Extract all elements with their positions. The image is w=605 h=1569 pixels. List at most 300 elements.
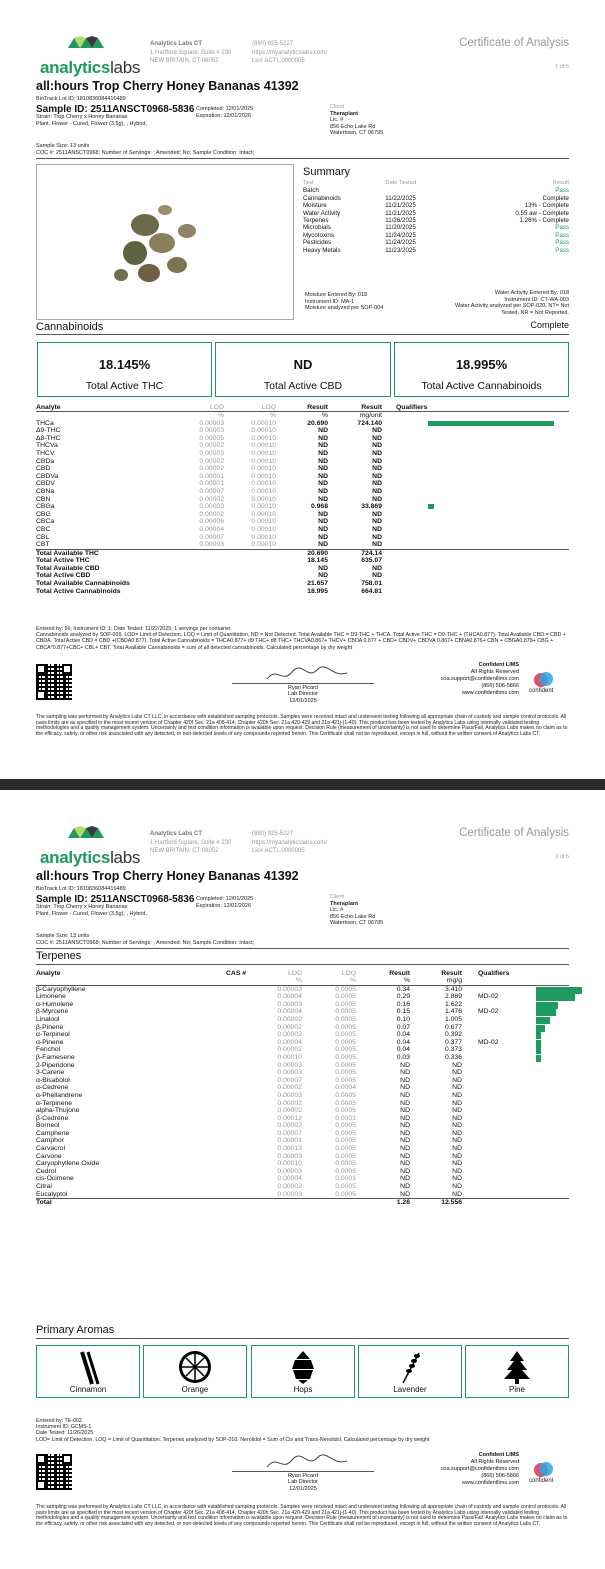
analyte-name: CBD: [36, 465, 51, 473]
loq-value: 0.0005: [335, 1076, 356, 1084]
cannabinoid-total-row: [36, 557, 569, 565]
loq-value: 0.00010: [251, 419, 276, 427]
sign-date: 12/01/2025: [289, 697, 317, 704]
loq-value: 0.0005: [335, 1129, 356, 1137]
result-pct: ND: [400, 1091, 410, 1099]
thc-value: 18.145%: [98, 357, 151, 372]
sample-id: Sample ID: 2511ANSCT0968-5836: [36, 104, 195, 115]
lod-value: 0.00002: [199, 457, 224, 465]
analyte-name: THCVa: [36, 442, 58, 450]
col-qualifiers: Qualifiers: [478, 970, 510, 977]
note-entered: Entered by: 56; Instrument ID: 1; Date Tested: 11/22/2025; 1 servings per container.: [36, 626, 232, 632]
strain-info: [36, 114, 147, 127]
result-pct: ND: [400, 1107, 410, 1115]
qualifier-cell: [462, 1031, 569, 1039]
analyte-name: α-Bisabolol: [36, 1076, 70, 1084]
loq-value: 0.00010: [251, 533, 276, 541]
lod-value: 0.00002: [199, 442, 224, 450]
aroma-label: Cinnamon: [69, 1385, 107, 1394]
unit-lod: %: [217, 412, 224, 419]
analyte-name: Cedrol: [36, 1167, 57, 1175]
summary-row: [303, 232, 569, 239]
client-lic: Lic. #: [330, 117, 344, 123]
analyte-name: Δ8-THC: [36, 434, 61, 442]
loq-value: 0.0005: [335, 1183, 356, 1191]
result-pct: ND: [400, 1175, 410, 1183]
result-mg: ND: [452, 1137, 462, 1145]
result-pct: 0.03: [396, 1053, 410, 1061]
wa-instrument: Instrument ID: CT-WA-003: [504, 296, 569, 303]
result-mg: ND: [372, 449, 382, 457]
lod-value: 0.00002: [277, 1046, 302, 1054]
analyte-name: Δ9-THC: [36, 427, 61, 435]
loq-value: 0.0005: [335, 1190, 356, 1198]
loq-value: 0.00010: [251, 503, 276, 511]
terpene-row: [36, 1175, 569, 1183]
cbd-label: Total Active CBD: [263, 380, 343, 392]
result-mg: ND: [372, 487, 382, 495]
result-mg: ND: [372, 457, 382, 465]
analyte-name: 3-Carene: [36, 1069, 65, 1077]
lims-rights: All Rights Reserved: [470, 669, 519, 675]
loq-value: 0.00010: [251, 487, 276, 495]
cannabinoid-row: [36, 541, 569, 549]
analyte-name: alpha-Thujone: [36, 1107, 80, 1115]
qualifier-cell: [462, 1115, 569, 1123]
total-name: Total Available Cannabinoids: [36, 580, 130, 588]
qualifier-cell: [382, 442, 569, 450]
result-pct: 0.04: [396, 1046, 410, 1054]
col-result-mg: Result: [441, 970, 462, 977]
loq-value: 0.0005: [335, 1099, 356, 1107]
cannabinoid-row: [36, 526, 569, 534]
analyte-name: cis-Ocimene: [36, 1175, 74, 1183]
qualifier-cell: [382, 420, 569, 428]
total-pct: 21.657: [307, 580, 328, 588]
cannabinoid-row: [36, 511, 569, 519]
col-lod: LOD: [288, 970, 302, 977]
analyte-name: Linalool: [36, 1015, 60, 1023]
summary-test: Mycotoxins: [303, 231, 334, 239]
result-pct: ND: [318, 427, 328, 435]
completed-date: Completed: 12/01/2025: [196, 896, 254, 902]
qualifier-cell: [382, 541, 569, 549]
cannabinoid-total-row: [36, 580, 569, 588]
sample-id: Sample ID: 2511ANSCT0968-5836: [36, 894, 195, 905]
lims-email[interactable]: coa.support@confidentlims.com: [440, 676, 519, 682]
lod-value: 0.00013: [277, 1145, 302, 1153]
loq-value: 0.0005: [335, 1000, 356, 1008]
sign-date: 12/01/2025: [289, 1485, 317, 1492]
analyte-name: CBGa: [36, 503, 55, 511]
analyte-name: Fenchol: [36, 1046, 61, 1054]
logo-text-a: analytics: [40, 848, 111, 867]
lab-addr2: NEW BRITAIN, CT 06052: [150, 58, 219, 64]
qualifier-cell: [462, 1153, 569, 1161]
biotrack-id: BioTrack Lot ID: 1810836084416489: [36, 96, 126, 102]
result-bar: [428, 504, 434, 509]
terpene-row: [36, 1145, 569, 1153]
loq-value: 0.00010: [251, 449, 276, 457]
qualifier-cell: [382, 526, 569, 534]
lod-value: 0.00003: [277, 1069, 302, 1077]
client-addr2: Watertown, CT 06795: [330, 920, 384, 926]
result-mg: 0.373: [444, 1046, 462, 1054]
qualifier-cell: [382, 496, 569, 504]
result-mg: ND: [372, 495, 382, 503]
loq-value: 0.00010: [251, 518, 276, 526]
doc-title: Certificate of Analysis: [459, 37, 569, 49]
lod-value: 0.00010: [277, 1053, 302, 1061]
loq-value: 0.0001: [335, 1175, 356, 1183]
loq-value: 0.00010: [251, 465, 276, 473]
moisture-entered: Moisture Entered By: 018: [305, 292, 368, 298]
loq-value: 0.0005: [335, 1091, 356, 1099]
wa-sop: Water Activity analyzed per SOP-020, NT= Not: [455, 303, 569, 309]
qualifier-cell: [462, 1100, 569, 1108]
col-analyte: Analyte: [36, 970, 61, 977]
terpene-row: [36, 1115, 569, 1123]
strain: Strain: Trop Cherry x Honey Bananas: [36, 114, 128, 120]
result-mg: ND: [452, 1175, 462, 1183]
lod-value: 0.00005: [199, 434, 224, 442]
moisture-sop: Moisture analyzed per SOP-004: [305, 305, 384, 311]
strain-info: [36, 904, 147, 917]
result-mg: ND: [452, 1145, 462, 1153]
total-label: Total Active Cannabinoids: [421, 380, 542, 392]
result-bar: [428, 421, 554, 426]
cannabinoid-row: [36, 450, 569, 458]
result-mg: 3.410: [444, 985, 462, 993]
result-pct: 0.10: [396, 1015, 410, 1023]
result-mg: ND: [372, 525, 382, 533]
qualifier-cell: [382, 511, 569, 519]
aroma-pine: [465, 1345, 569, 1398]
lod-value: 0.00003: [277, 1152, 302, 1160]
analyte-name: THCa: [36, 419, 54, 427]
lod-value: 0.00007: [199, 487, 224, 495]
terpenes-title: Terpenes: [36, 950, 82, 962]
result-pct: ND: [400, 1061, 410, 1069]
qualifier-cell: [462, 1008, 569, 1016]
qualifier-cell: [462, 1107, 569, 1115]
divider: [36, 158, 569, 159]
qualifier-cell: [382, 458, 569, 466]
lod-value: 0.00004: [277, 993, 302, 1001]
divider: [36, 948, 569, 949]
result-pct: ND: [318, 472, 328, 480]
client-addr1: 856 Echo Lake Rd: [330, 123, 376, 130]
loq-value: 0.0004: [335, 1084, 356, 1092]
result-mg: ND: [372, 541, 382, 549]
aroma-lavender: [358, 1345, 462, 1398]
lod-value: 0.00001: [199, 480, 224, 488]
loq-value: 0.0005: [335, 1038, 356, 1046]
note-method: LOD= Limit of Detection, LOQ = Limit of Quantitation. Terpenes analyzed by SOP-010. Nerolidol = Sum of Cis and Trans-Nerolidol. Calculated percentage by dry weight: [36, 1436, 430, 1443]
summary-result: Pass: [555, 246, 569, 254]
analyte-name: CBDa: [36, 457, 55, 465]
col-loq: LOQ: [341, 970, 356, 977]
signer-role: Lab Director: [288, 1479, 318, 1486]
qr-code[interactable]: [36, 1454, 72, 1490]
result-pct: ND: [318, 442, 328, 450]
client-addr2: Watertown, CT 06795: [330, 130, 384, 136]
lab-web-link[interactable]: https://myanalyticslabs.com/: [252, 49, 328, 56]
result-pct: 0.07: [396, 1023, 410, 1031]
sample-size: Sample Size: 13 units: [36, 143, 90, 149]
result-mg: 0.377: [444, 1038, 462, 1046]
signature-line: [232, 683, 374, 684]
lod-value: 0.00004: [277, 1175, 302, 1183]
result-mg: 1.622: [444, 1000, 462, 1008]
lod-value: 0.00012: [277, 1114, 302, 1122]
result-mg: 2.889: [444, 993, 462, 1001]
qualifier-cell: [462, 1191, 569, 1199]
moisture-instrument: Instrument ID: MA-1: [305, 298, 355, 305]
total-mg: 635.07: [361, 557, 382, 565]
page-number: 1 of 5: [555, 64, 569, 70]
cannabinoids-status: Complete: [530, 320, 569, 330]
qualifier-cell: [462, 1046, 569, 1054]
total-mg: 724.14: [361, 549, 382, 557]
terpene-row: [36, 1039, 569, 1047]
disclaimer: The sampling was performed by Analytics Labs CT LLC, in accordance with established sampling protocols. Samples were received intact and underwent testing following all appropriate chain of custody and sample control protocols. All pass limits are as specified in the most recent version of Chapter 420f Sec. 21a 408-414, Chapter 420h Sec. 21a 420-429 and 21a 421j-(1-40). This product has been tested by Analytics Labs using internally validated testing methodologies and a quality management system. Uncertainty and test condition information is available upon request. Decision Rule (measurement of uncertainty) is not used to determine Pass/Fail. Analytics Labs makes no claim as to the efficacy, safety, or other risk associated with any detected, or non-detected levels of any compounds reported herein. This Certificate shall not be reproduced, except in full, without the written consent of Analytics Labs CT.: [36, 1504, 568, 1528]
logo-text-b: labs: [110, 58, 141, 77]
lab-phone: (860) 925-5227: [252, 831, 294, 837]
biotrack-id: BioTrack Lot ID: 1810836084416489: [36, 886, 126, 892]
lims-email[interactable]: coa.support@confidentlims.com: [440, 1466, 519, 1472]
signer-info: [232, 1473, 374, 1492]
unit-loq: %: [269, 412, 276, 419]
terpene-row: [36, 1062, 569, 1070]
analyte-name: CBG: [36, 510, 51, 518]
lod-value: 0.00003: [277, 985, 302, 993]
summary-test: Microbials: [303, 224, 331, 232]
aroma-label: Hops: [293, 1385, 313, 1394]
analyte-name: Carvacrol: [36, 1145, 66, 1153]
qualifier-cell: [462, 993, 569, 1001]
result-mg: 1.005: [444, 1015, 462, 1023]
terpene-row: [36, 985, 569, 993]
terpene-row: [36, 1031, 569, 1039]
lod-value: 0.00002: [199, 495, 224, 503]
qualifier-cell: [382, 450, 569, 458]
result-mg: ND: [452, 1152, 462, 1160]
loq-value: 0.0005: [335, 1145, 356, 1153]
summary-date: 11/24/2025: [385, 239, 416, 247]
lod-value: 0.00002: [277, 1122, 302, 1130]
result-mg: ND: [372, 434, 382, 442]
cannabinoid-row: [36, 473, 569, 481]
col-result-pct: Result: [389, 970, 410, 977]
summary-result: 1.26% - Complete: [519, 217, 569, 225]
result-pct: ND: [318, 487, 328, 495]
qualifier-cell: [382, 435, 569, 443]
lod-value: 0.00002: [277, 1183, 302, 1191]
total-mg: ND: [372, 572, 382, 580]
lab-web-link[interactable]: https://myanalyticslabs.com/: [252, 839, 328, 846]
lod-value: 0.00003: [199, 419, 224, 427]
loq-value: 0.0005: [335, 1015, 356, 1023]
total-name: Total Available CBD: [36, 564, 100, 572]
note-instrument: Instrument ID: GCMS-1: [36, 1424, 92, 1431]
loq-value: 0.0005: [335, 1069, 356, 1077]
total-mg: 664.81: [361, 587, 382, 595]
result-pct: ND: [400, 1190, 410, 1198]
doc-title: Certificate of Analysis: [459, 827, 569, 839]
aromas-title: Primary Aromas: [36, 1324, 115, 1336]
qualifier-cell: [462, 1183, 569, 1191]
cinnamon-icon: [73, 1350, 103, 1386]
lims-phone: (866) 506-5866: [481, 683, 519, 689]
note-method: Cannabinoids analyzed by SOP-009. LOD= Limit of Detection, LOQ = Limit of Quantitation, ND = Not Detected. Total Available THC = D9-THC + THCA. Total Active THC = D9-THC + (THCA0.877). Total Available CBD = CBD + CBDA. Total Active CBD = CBD +(CBDA0.877). Total Active Cannabinoids = THCA0.877+ d9 THC+ d8 THC+ THCVA0.867+ THCV+ CBDA 0.877 + CBD+ CBDV+ CBDVA 0.867+ CBNA0.876+ CBN + CBGA0.878+ CBG + CBCA*0.877+CBC+ CBL+ CBT. Total Available Cannabinoids = sum of all detected cannabinoids. Calculated percentage by dry weight: [36, 632, 566, 651]
summary-header-result: Result: [552, 180, 569, 186]
loq-value: 0.00010: [251, 510, 276, 518]
col-qualifiers: Qualifiers: [396, 404, 428, 411]
confident-logo-icon: [532, 670, 556, 690]
col-result-mg: Result: [361, 404, 382, 411]
coa-page-2: [0, 790, 605, 1569]
aroma-label: Lavender: [393, 1385, 427, 1394]
summary-date: 11/20/2025: [385, 224, 416, 232]
total-label: Total: [36, 1199, 52, 1207]
lod-value: 0.00002: [277, 1084, 302, 1092]
client-name: Theraplant: [330, 110, 359, 117]
lab-addr1: 1 Hartford Square, Suite # 230: [150, 49, 232, 56]
result-pct: ND: [318, 510, 328, 518]
col-lod: LOD: [210, 404, 224, 411]
analyte-name: CBC: [36, 525, 51, 533]
coc-info: COC #: 2511ANSCT0968; Number of Servings: ; Amended: No; Sample Condition: Intact;: [36, 940, 255, 946]
lims-name: Confident LIMS: [478, 1452, 519, 1458]
summary-header-date: Date Tested: [385, 180, 417, 186]
page-number: 2 of 5: [555, 854, 569, 860]
lod-value: 0.00002: [199, 510, 224, 518]
lod-value: 0.00002: [277, 1023, 302, 1031]
coc-info: COC #: 2511ANSCT0968; Number of Servings: ; Amended: No; Sample Condition: Intact;: [36, 150, 255, 156]
qualifier-cell: [462, 1001, 569, 1009]
signer-name: Ryan Picard: [288, 685, 318, 691]
loq-value: 0.00010: [251, 434, 276, 442]
analyte-name: Caryophyllene Oxide: [36, 1160, 100, 1168]
summary-date: 11/24/2025: [385, 231, 416, 239]
total-name: Total Active Cannabinoids: [36, 587, 121, 595]
analyte-name: Carvone: [36, 1152, 62, 1160]
total-pct: 18.995: [307, 587, 328, 595]
lims-info: [441, 662, 519, 697]
result-pct: ND: [400, 1069, 410, 1077]
aroma-label: Pine: [508, 1385, 525, 1394]
note-date: Date Tested: 11/26/2025: [36, 1430, 94, 1437]
qualifier-cell: [382, 465, 569, 473]
result-pct: ND: [318, 480, 328, 488]
summary-row: [303, 224, 569, 231]
result-mg: ND: [452, 1069, 462, 1077]
lab-address: [150, 40, 231, 66]
analyte-name: α-Cedrene: [36, 1084, 69, 1092]
lod-value: 0.00004: [277, 1008, 302, 1016]
qualifier-cell: [462, 1069, 569, 1077]
loq-value: 0.00010: [251, 442, 276, 450]
result-mg: 0.336: [444, 1053, 462, 1061]
terpene-row: [36, 1160, 569, 1168]
qr-code[interactable]: [36, 664, 72, 700]
cannabinoid-row: [36, 435, 569, 443]
result-mg: ND: [372, 518, 382, 526]
terpene-row: [36, 1130, 569, 1138]
lims-web[interactable]: www.confidentlims.com: [461, 1480, 519, 1486]
cannabinoid-row: [36, 442, 569, 450]
lod-value: 0.00001: [199, 472, 224, 480]
result-pct: ND: [400, 1076, 410, 1084]
cannabinoid-row: [36, 534, 569, 542]
analyte-name: Camphor: [36, 1137, 64, 1145]
total-mg: 12.556: [441, 1199, 462, 1207]
loq-value: 0.00010: [251, 472, 276, 480]
logo-wordmark: [40, 58, 140, 78]
summary-date: 11/23/2025: [385, 246, 416, 254]
signer-info: [232, 685, 374, 704]
client-label: Client: [330, 894, 345, 900]
analyte-name: THCV: [36, 449, 55, 457]
total-active-thc-box: [37, 342, 212, 397]
divider: [36, 334, 569, 335]
terpene-row: [36, 1100, 569, 1108]
terpene-row: [36, 1183, 569, 1191]
client-info: [330, 104, 383, 137]
summary-result: Pass: [555, 231, 569, 239]
total-name: Total Active THC: [36, 557, 90, 565]
lod-value: 0.00006: [199, 518, 224, 526]
total-pct: 20.690: [307, 549, 328, 557]
result-mg: ND: [452, 1114, 462, 1122]
lod-value: 0.00003: [277, 1091, 302, 1099]
qualifier-code: MD-02: [478, 993, 499, 1001]
lod-value: 0.00002: [277, 1107, 302, 1115]
logo-wordmark: [40, 848, 140, 868]
terpene-row: [36, 1153, 569, 1161]
terpene-notes: [36, 1418, 569, 1443]
lod-value: 0.00003: [277, 1000, 302, 1008]
lims-web[interactable]: www.confidentlims.com: [461, 690, 519, 696]
terpene-row: [36, 1122, 569, 1130]
cannabinoid-total-row: [36, 572, 569, 580]
lab-contact: [252, 40, 327, 66]
result-pct: ND: [400, 1122, 410, 1130]
result-mg: ND: [372, 472, 382, 480]
cannabinoid-row: [36, 458, 569, 466]
total-mg: 758.01: [361, 580, 382, 588]
result-pct: ND: [318, 434, 328, 442]
lims-info: [441, 1452, 519, 1487]
lims-phone: (866) 506-5866: [481, 1473, 519, 1479]
qualifier-cell: [462, 1084, 569, 1092]
qualifier-cell: [462, 1137, 569, 1145]
summary-row: [303, 247, 569, 254]
loq-value: 0.00010: [251, 525, 276, 533]
lod-value: 0.00003: [199, 541, 224, 549]
sample-title: all:hours Trop Cherry Honey Bananas 41392: [36, 869, 299, 883]
analyte-name: Citral: [36, 1183, 52, 1191]
summary-test: Heavy Metals: [303, 246, 341, 254]
summary-date: 11/26/2025: [385, 217, 416, 225]
terpene-row: [36, 1069, 569, 1077]
lab-address: [150, 830, 231, 856]
aroma-label: Orange: [181, 1385, 209, 1394]
lab-contact: [252, 830, 327, 856]
lod-value: 0.00007: [277, 1076, 302, 1084]
terpene-row: [36, 1016, 569, 1024]
